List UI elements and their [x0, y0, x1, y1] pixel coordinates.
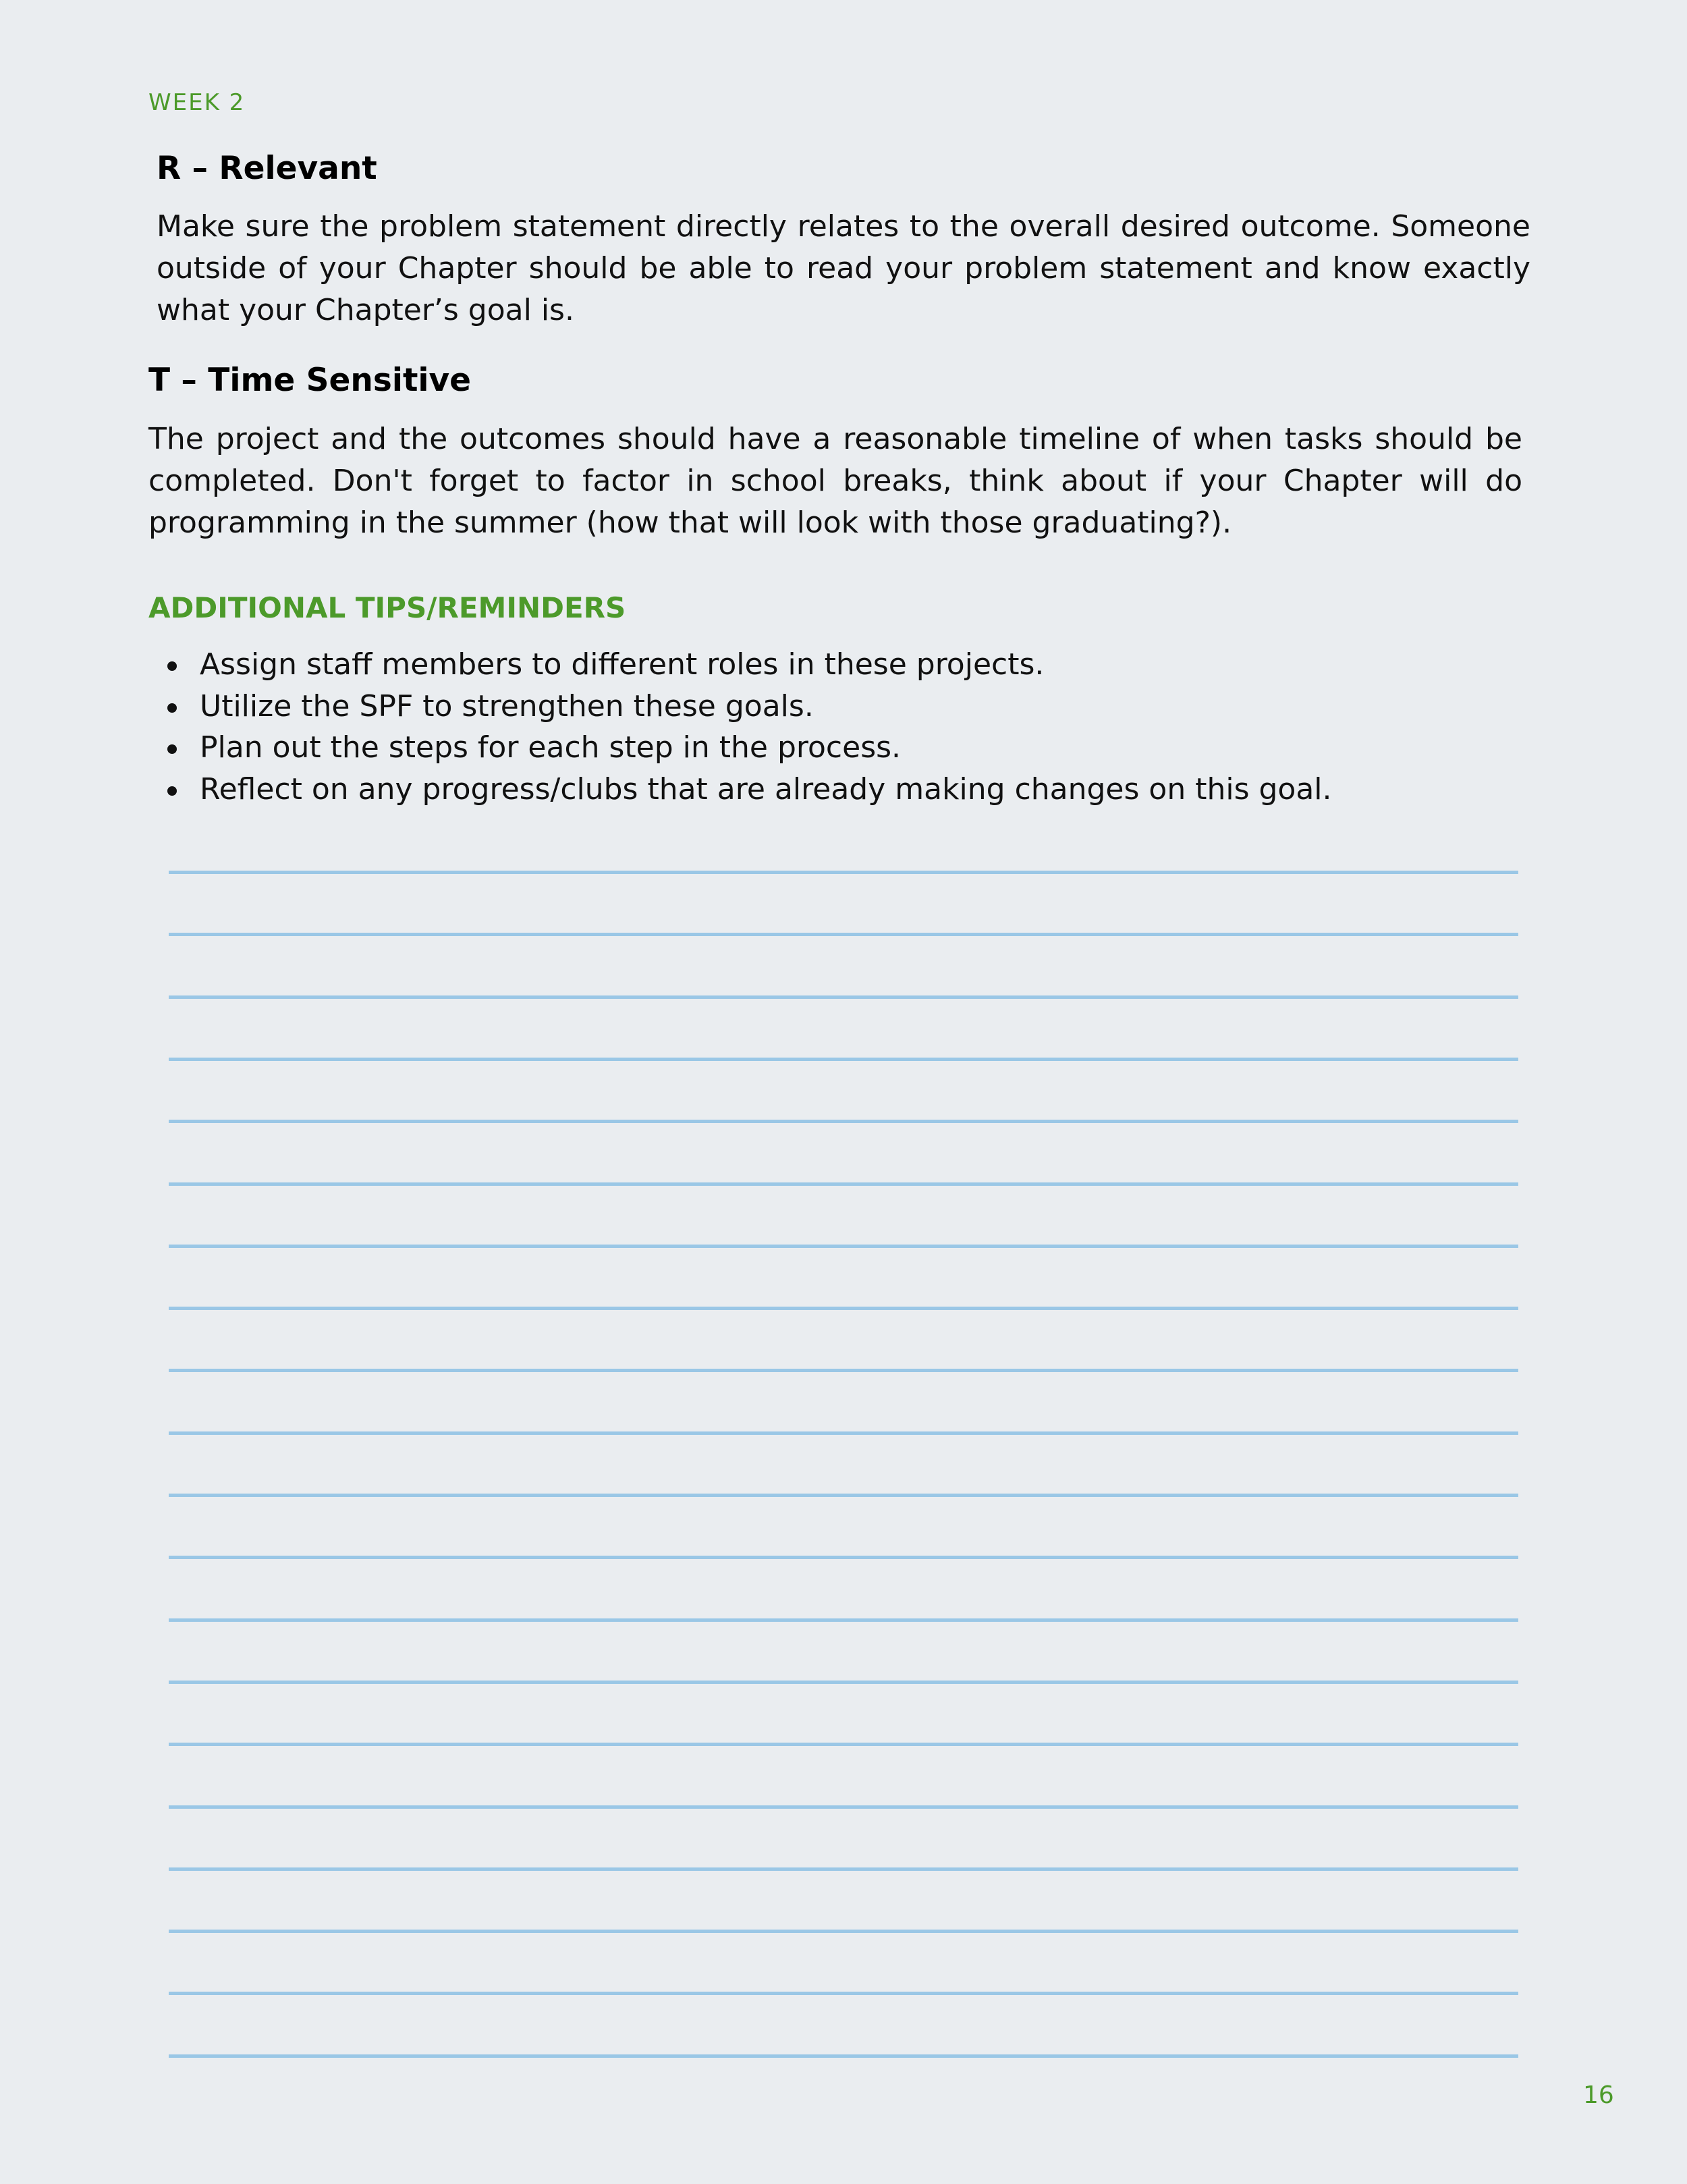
- writing-line: [169, 1930, 1518, 1933]
- writing-line: [169, 1494, 1518, 1497]
- tips-list: [148, 644, 1332, 810]
- tip-text: Assign staff members to different roles in these projects.: [200, 647, 1045, 682]
- relevant-heading: R – Relevant: [157, 150, 377, 187]
- writing-line: [169, 1182, 1518, 1186]
- bullet-icon: [167, 703, 177, 713]
- writing-line: [169, 1120, 1518, 1123]
- tip-text: Plan out the steps for each step in the process.: [200, 730, 902, 765]
- page-number: 16: [1583, 2081, 1614, 2109]
- writing-line: [169, 1369, 1518, 1372]
- relevant-body: Make sure the problem statement directly relates to the overall desired outcome. Someone outside of your Chapter should be able to read your problem statement and know exactly what your Chapter’s goal is.: [157, 209, 1530, 327]
- writing-line: [169, 2054, 1518, 2058]
- tips-heading: ADDITIONAL TIPS/REMINDERS: [148, 591, 626, 624]
- writing-line: [169, 1307, 1518, 1310]
- writing-line: [169, 1618, 1518, 1622]
- tip-text: Reflect on any progress/clubs that are already making changes on this goal.: [200, 771, 1332, 807]
- writing-line: [169, 1058, 1518, 1061]
- writing-line: [169, 1681, 1518, 1684]
- writing-line: [169, 1245, 1518, 1248]
- writing-line: [169, 1867, 1518, 1871]
- writing-line: [169, 1556, 1518, 1559]
- tip-list-item: [148, 686, 1332, 728]
- writing-line: [169, 1805, 1518, 1809]
- time-sensitive-body: The project and the outcomes should have a reasonable timeline of when tasks should be completed. Don't forget to factor in school breaks, think about if your Chapter will do programming in the summer (how that will look with those graduating?).: [148, 422, 1522, 540]
- tip-list-item: [148, 769, 1332, 811]
- bullet-icon: [167, 786, 177, 796]
- bullet-icon: [167, 661, 177, 671]
- writing-lines-area[interactable]: [169, 871, 1518, 2058]
- writing-line: [169, 871, 1518, 874]
- writing-line: [169, 1743, 1518, 1746]
- writing-line: [169, 1431, 1518, 1435]
- week-label: WEEK 2: [148, 89, 246, 116]
- tip-text: Utilize the SPF to strengthen these goals.: [200, 688, 814, 724]
- writing-line: [169, 995, 1518, 999]
- writing-line: [169, 933, 1518, 936]
- writing-line: [169, 1992, 1518, 1995]
- tip-list-item: [148, 644, 1332, 686]
- bullet-icon: [167, 744, 177, 754]
- tip-list-item: [148, 727, 1332, 769]
- time-sensitive-heading: T – Time Sensitive: [148, 362, 472, 399]
